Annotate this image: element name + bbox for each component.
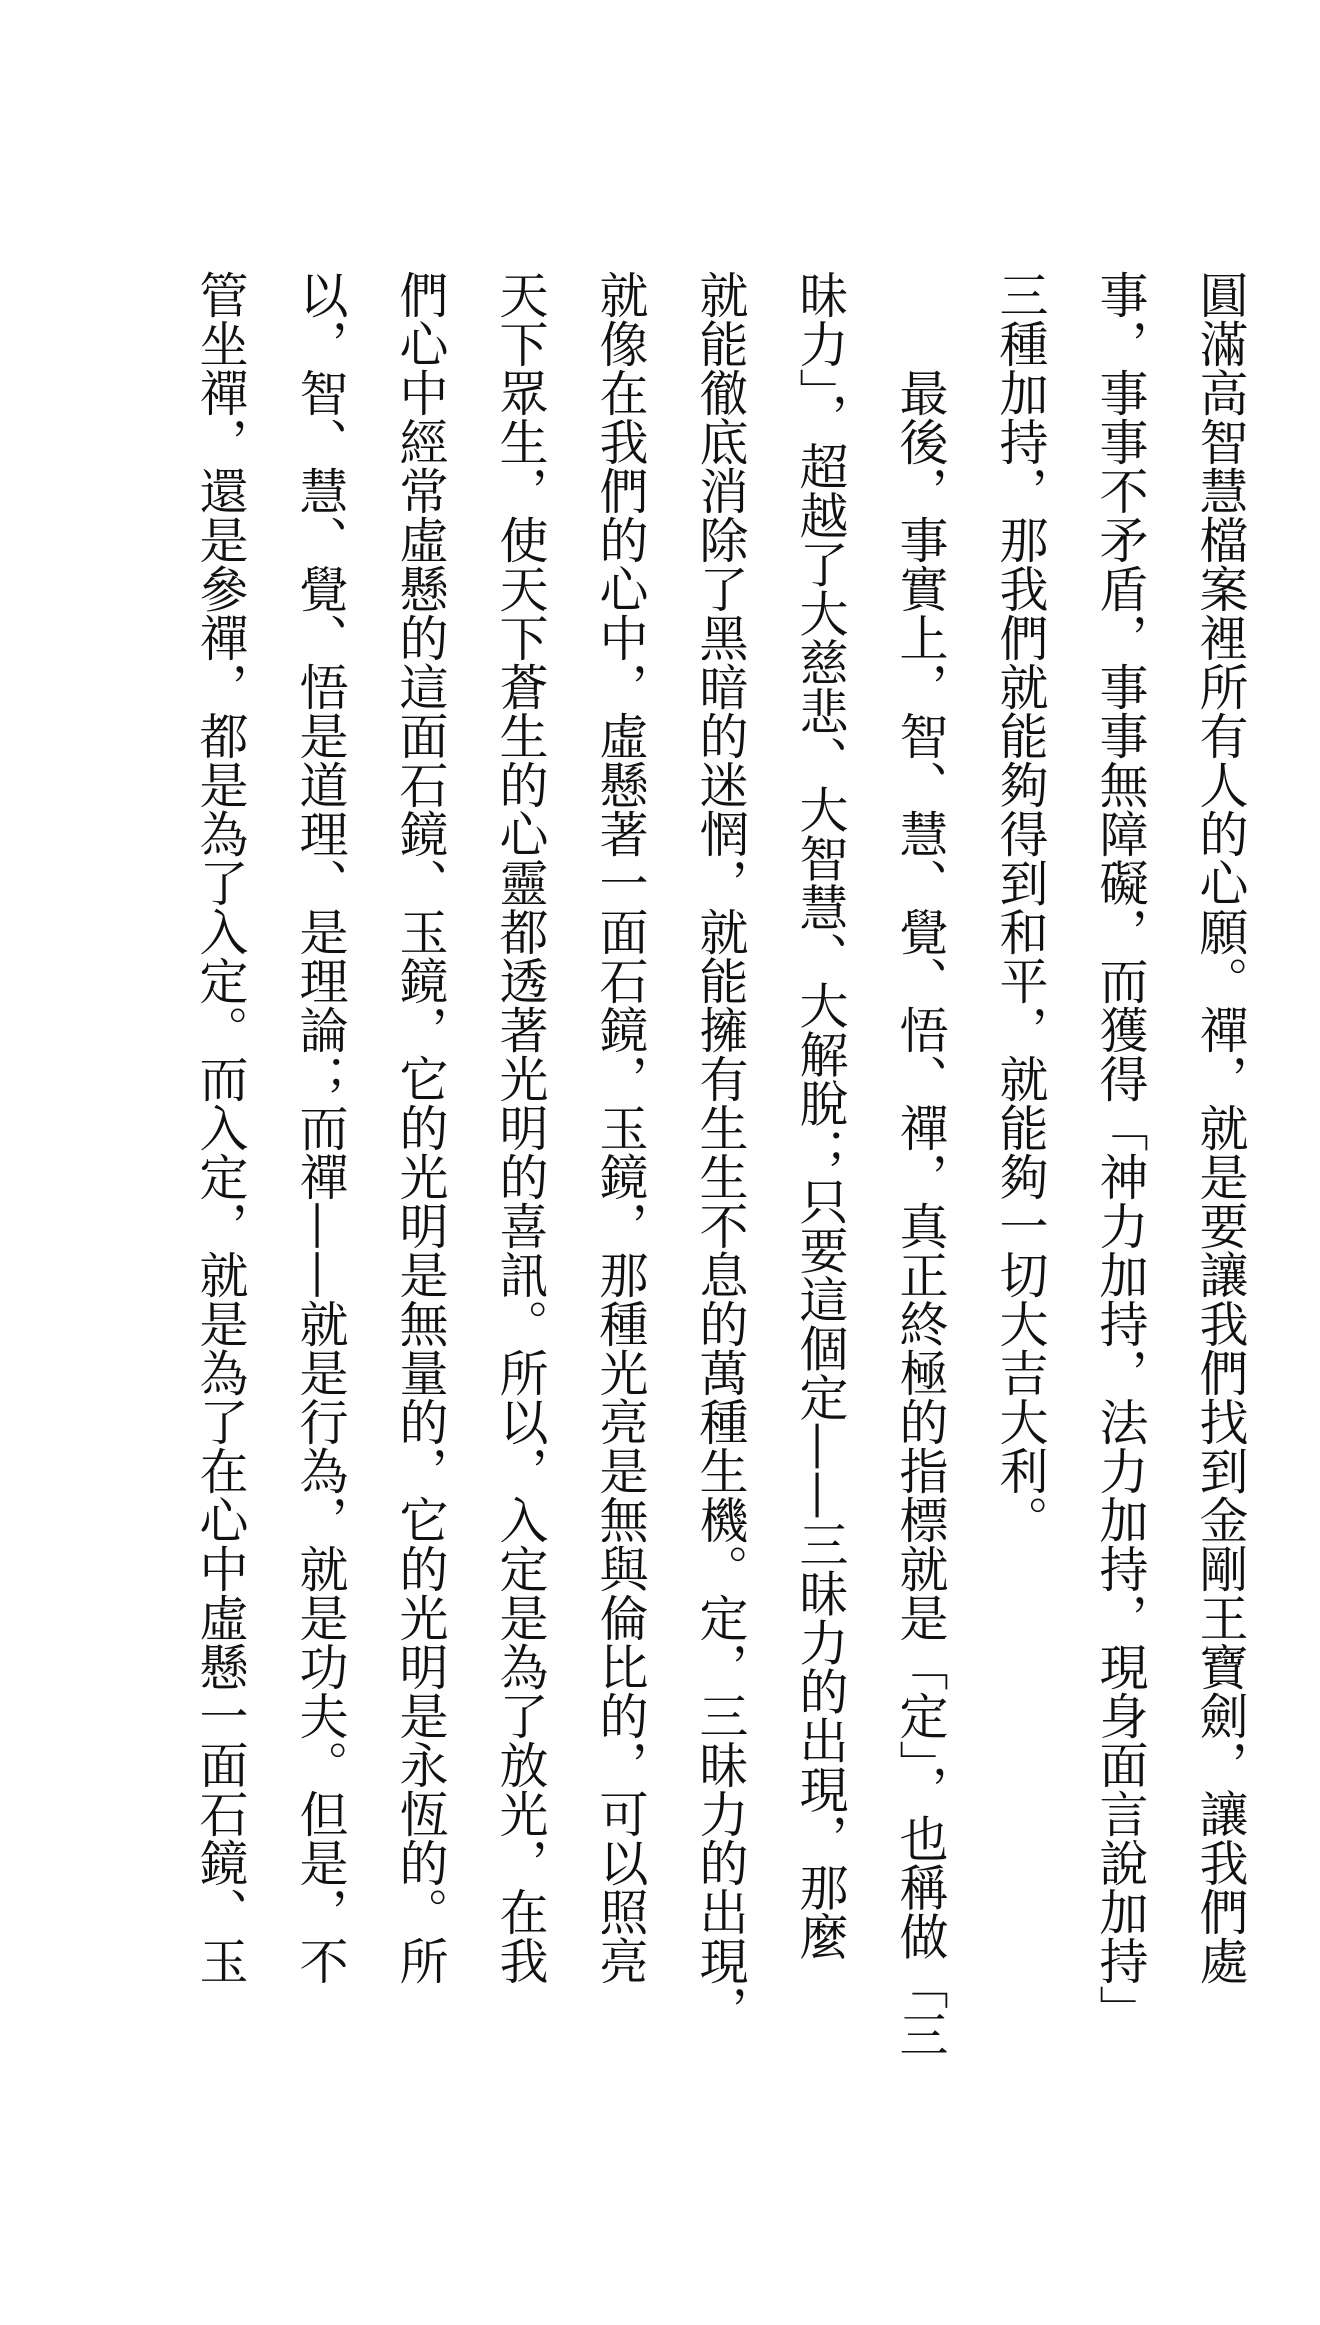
text-line: 們心中經常虛懸的這面石鏡、玉鏡，它的光明是無量的，它的光明是永恆的。所	[392, 270, 449, 1985]
text-line: 就能徹底消除了黑暗的迷惘，就能擁有生生不息的萬種生機。定，三昧力的出現，	[692, 270, 749, 2034]
paragraph-first-line: 最後，事實上，智、慧、覺、悟、禪，真正終極的指標就是「定」，也稱做「三	[892, 368, 949, 2059]
text-line: 三種加持，那我們就能夠得到和平，就能夠一切大吉大利。	[992, 270, 1049, 1544]
text-line: 管坐禪，還是參禪，都是為了入定。而入定，就是為了在心中虛懸一面石鏡、玉	[192, 270, 249, 1985]
text-line: 天下眾生，使天下蒼生的心靈都透著光明的喜訊。所以，入定是為了放光，在我	[492, 270, 549, 1985]
text-line: 昧力」，超越了大慈悲、大智慧、大解脫；只要這個定——三昧力的出現，那麼	[792, 270, 849, 1961]
text-line: 就像在我們的心中，虛懸著一面石鏡，玉鏡，那種光亮是無與倫比的，可以照亮	[592, 270, 649, 1985]
text-line: 事，事事不矛盾，事事無障礙，而獲得「神力加持，法力加持，現身面言說加持」	[1092, 270, 1149, 2034]
text-line: 圓滿高智慧檔案裡所有人的心願。禪，就是要讓我們找到金剛王寶劍，讓我們處	[1192, 270, 1249, 1985]
text-line: 以，智、慧、覺、悟是道理、是理論；而禪——就是行為，就是功夫。但是，不	[292, 270, 349, 1985]
vertical-text-body	[170, 270, 1270, 2070]
